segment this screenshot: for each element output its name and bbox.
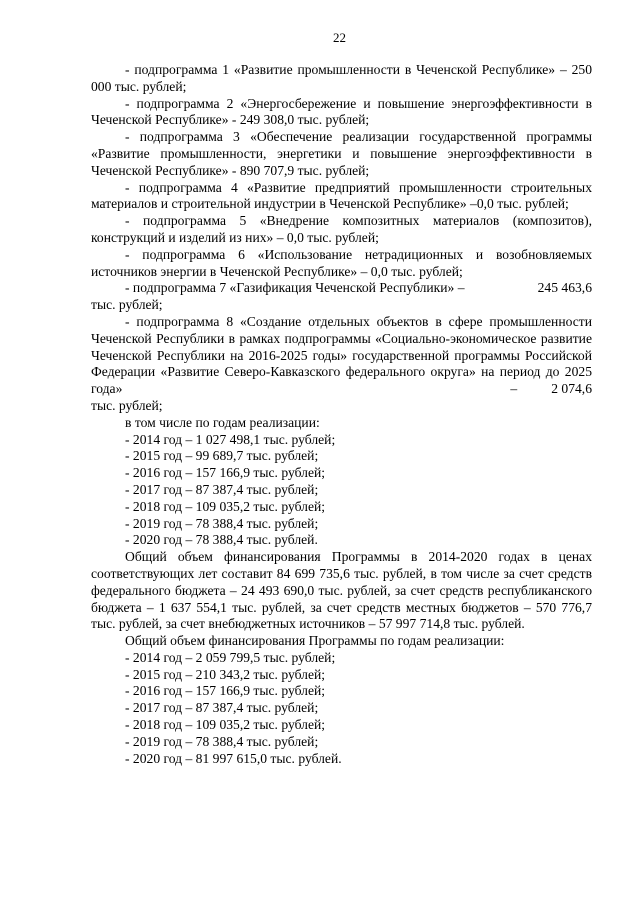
paragraph-subprogram-6: - подпрограмма 6 «Использование нетрадиционных и возобновляемых источников энергии в Чеченской Республике» – 0,0 тыс. рублей; [91,246,592,279]
list-item: - 2016 год – 157 166,9 тыс. рублей; [125,465,326,481]
list-item: - 2015 год – 210 343,2 тыс. рублей; [125,666,326,682]
subprogram-8-text: - подпрограмма 8 «Создание отдельных объектов в сфере промышленности Чеченской Республики в рамках подпрограммы «Социально-экономическое развитие Чеченской Республики на 2016-2025 годы» государственной программы Российской Федерации «Развитие Северо-Кавказского федерального округа» на период до 2025 года» – [91,313,592,397]
paragraph-subprogram-1: - подпрограмма 1 «Развитие промышленности в Чеченской Республике» – 250 000 тыс. рублей; [91,62,592,94]
list-item: - 2014 год – 1 027 498,1 тыс. рублей; [125,431,336,447]
list-item: - 2020 год – 81 997 615,0 тыс. рублей. [125,750,342,766]
list-item: - 2014 год – 2 059 799,5 тыс. рублей; [125,649,336,665]
paragraph-subprogram-2: - подпрограмма 2 «Энергосбережение и повышение энергоэффективности в Чеченской Республике» - 249 308,0 тыс. рублей; [91,95,592,128]
list-item: - 2020 год – 78 388,4 тыс. рублей. [125,532,318,548]
subprogram-8-tail: тыс. рублей; [91,397,163,413]
subprogram-7-tail: тыс. рублей; [91,297,163,313]
paragraph-subprogram-4: - подпрограмма 4 «Развитие предприятий промышленности строительных материалов и строительной индустрии в Чеченской Республике» –0,0 тыс. рублей; [91,179,592,212]
list-item: - 2018 год – 109 035,2 тыс. рублей; [125,498,326,514]
years-intro-2: Общий объем финансирования Программы по годам реализации: [125,633,505,649]
list-item: - 2019 год – 78 388,4 тыс. рублей; [125,515,319,531]
page-number: 22 [333,30,346,45]
years-intro: в том числе по годам реализации: [125,414,320,430]
subprogram-7-text: - подпрограмма 7 «Газификация Чеченской Республики» – [125,280,465,296]
list-item: - 2016 год – 157 166,9 тыс. рублей; [125,683,326,699]
subprogram-8-amount: 2 074,6 [551,381,592,397]
paragraph-subprogram-8 [91,314,592,398]
list-item: - 2017 год – 87 387,4 тыс. рублей; [125,481,319,497]
subprogram-7-amount: 245 463,6 [537,280,592,296]
total-financing-paragraph: Общий объем финансирования Программы в 2014-2020 годах в ценах соответствующих лет составит 84 699 735,6 тыс. рублей, в том числе за счет средств федерального бюджета – 24 493 690,0 тыс. рублей, за счет средств республиканского бюджета – 1 637 554,1 тыс. рублей, за счет средств местных бюджетов – 570 776,7 тыс. рублей, за счет внебюджетных источников – 57 997 714,8 тыс. рублей. [91,549,592,632]
list-item: - 2017 год – 87 387,4 тыс. рублей; [125,700,319,716]
list-item: - 2018 год – 109 035,2 тыс. рублей; [125,717,326,733]
list-item: - 2019 год – 78 388,4 тыс. рублей; [125,733,319,749]
paragraph-subprogram-7 [91,280,592,297]
list-item: - 2015 год – 99 689,7 тыс. рублей; [125,448,319,464]
paragraph-subprogram-3: - подпрограмма 3 «Обеспечение реализации государственной программы «Развитие промышленности, энергетики и повышение энергоэффективности в Чеченской Республике» - 890 707,9 тыс. рублей; [91,129,592,178]
document-body [91,62,592,767]
paragraph-subprogram-5: - подпрограмма 5 «Внедрение композитных материалов (композитов), конструкций и изделий из них» – 0,0 тыс. рублей; [91,213,592,245]
